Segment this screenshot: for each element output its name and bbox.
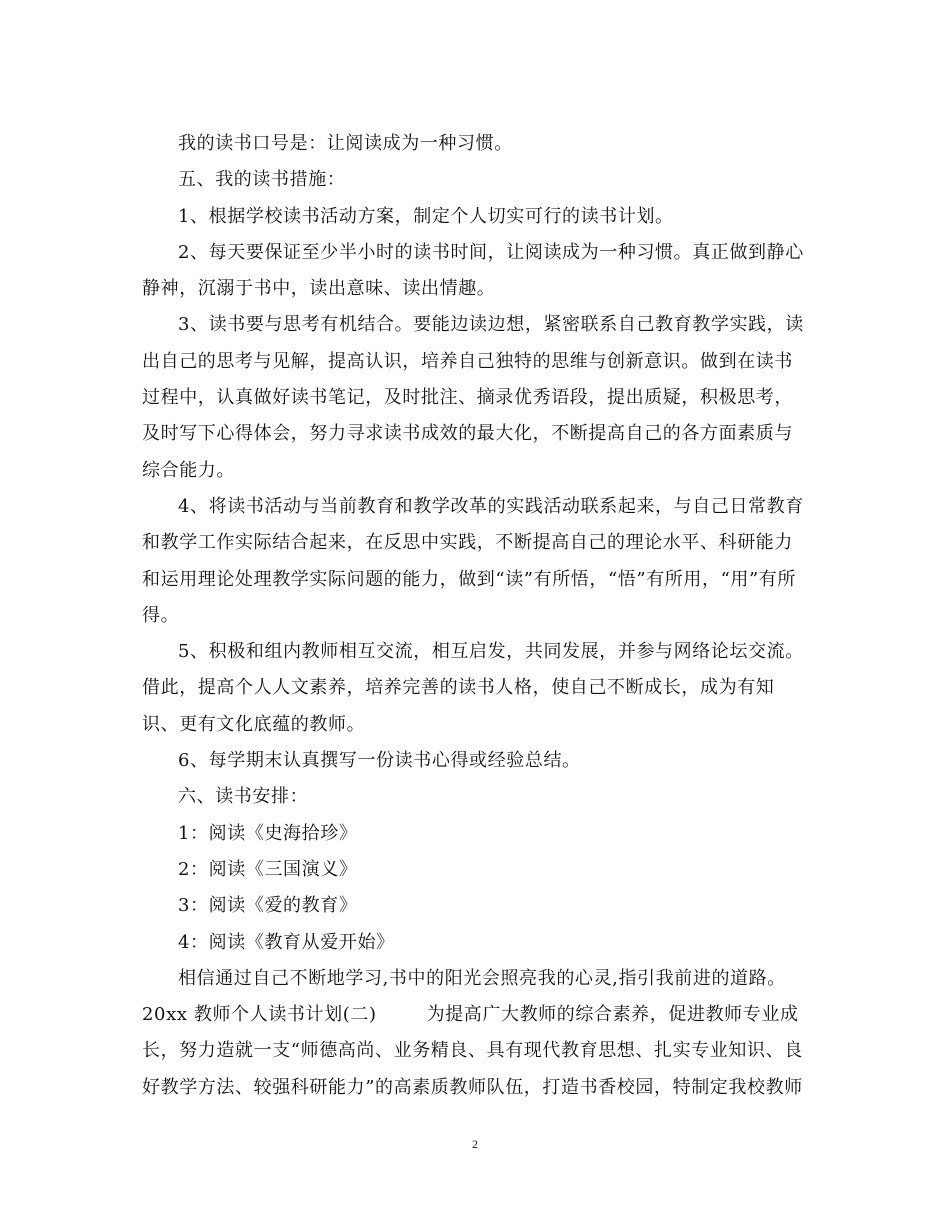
page-number: 2 [472, 1137, 478, 1151]
paragraph-line: 过程中，认真做好读书笔记，及时批注、摘录优秀语段，提出质疑，积极思考， [142, 387, 793, 409]
paragraph-line: 长，努力造就一支“师德高尚、业务精良、具有现代教育思想、扎实专业知识、良 [142, 1040, 803, 1062]
reading-list-item: 1：阅读《史海拾珍》 [178, 822, 358, 844]
reading-list-item: 3：阅读《爱的教育》 [178, 895, 358, 917]
paragraph-line: 好教学方法、较强科研能力”的高素质教师队伍，打造书香校园，特制定我校教师 [142, 1076, 803, 1098]
paragraph-line: 相信通过自己不断地学习,书中的阳光会照亮我的心灵,指引我前进的道路。 [178, 967, 786, 989]
paragraph-line: 出自己的思考与见解，提高认识，培养自己独特的思维与创新意识。做到在读书 [142, 350, 793, 372]
paragraph-line: 及时写下心得体会，努力寻求读书成效的最大化，不断提高自己的各方面素质与 [142, 423, 793, 445]
paragraph-line: 得。 [142, 604, 180, 626]
paragraph-line: 静神，沉溺于书中，读出意味、读出情趣。 [142, 278, 496, 300]
paragraph-line: 1、根据学校读书活动方案，制定个人切实可行的读书计划。 [178, 205, 674, 227]
paragraph-line: 我的读书口号是：让阅读成为一种习惯。 [178, 133, 513, 154]
paragraph-line: 5、积极和组内教师相互交流，相互启发，共同发展，并参与网络论坛交流。 [178, 641, 804, 663]
paragraph-line: 和教学工作实际结合起来，在反思中实践，不断提高自己的理论水平、科研能力 [142, 532, 793, 554]
reading-list-item: 2：阅读《三国演义》 [178, 858, 358, 880]
paragraph-line: 2、每天要保证至少半小时的读书时间，让阅读成为一种习惯。真正做到静心 [178, 241, 804, 263]
paragraph-line: 和运用理论处理教学实际问题的能力，做到“读”有所悟，“悟”有所用，“用”有所 [142, 568, 797, 590]
paragraph-line: 借此，提高个人人文素养，培养完善的读书人格，使自己不断成长，成为有知 [142, 677, 775, 699]
paragraph-line: 4、将读书活动与当前教育和教学改革的实践活动联系起来，与自己日常教育 [178, 495, 804, 517]
section-heading: 五、我的读书措施： [178, 169, 346, 191]
plan-title: 20xx 教师个人读书计划(二) [142, 1004, 377, 1026]
paragraph-line: 综合能力。 [142, 459, 235, 481]
paragraph-line: 6、每学期末认真撰写一份读书心得或经验总结。 [178, 750, 581, 772]
plan-intro: 为提高广大教师的综合素养，促进教师专业成 [426, 1004, 799, 1026]
paragraph-line: 3、读书要与思考有机结合。要能边读边想，紧密联系自己教育教学实践，读 [178, 314, 804, 336]
plan-title-line [142, 997, 814, 1033]
paragraph-line: 识、更有文化底蕴的教师。 [142, 713, 366, 735]
section-heading: 六、读书安排： [178, 786, 309, 808]
document-body [142, 126, 814, 1106]
reading-list-item: 4：阅读《教育从爱开始》 [178, 931, 395, 953]
